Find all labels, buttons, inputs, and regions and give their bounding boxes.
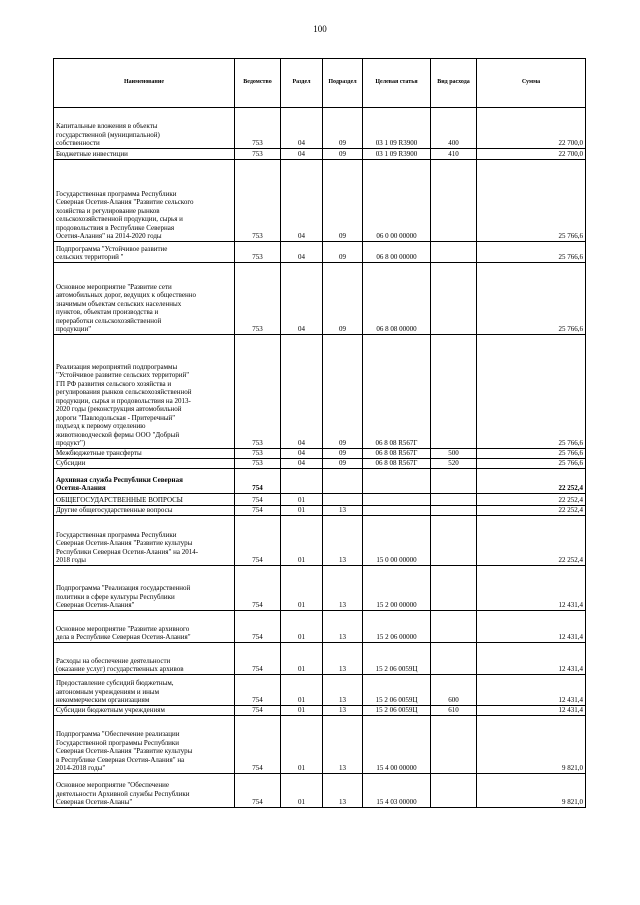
row-target-item-cell bbox=[363, 160, 431, 242]
table-row bbox=[54, 611, 586, 643]
row-expense-type-text: 610 bbox=[448, 706, 459, 715]
row-expense-type-cell bbox=[431, 242, 477, 263]
row-department-text: 754 bbox=[252, 601, 263, 610]
row-section-text: 01 bbox=[298, 496, 305, 505]
table-row bbox=[54, 506, 586, 516]
row-expense-type-cell bbox=[431, 459, 477, 469]
row-target-item-cell bbox=[363, 449, 431, 459]
row-name-cell bbox=[54, 494, 235, 506]
table-row bbox=[54, 459, 586, 469]
row-department-text: 753 bbox=[252, 325, 263, 334]
row-name-cell bbox=[54, 459, 235, 469]
row-target-item-text: 03 1 09 R3900 bbox=[375, 139, 418, 148]
row-subsection-text: 09 bbox=[339, 325, 346, 334]
row-expense-type-cell bbox=[431, 774, 477, 808]
row-expense-type-cell bbox=[431, 516, 477, 566]
header-subsection: Подраздел bbox=[323, 59, 363, 108]
row-expense-type-cell bbox=[431, 469, 477, 494]
row-sum-cell bbox=[477, 566, 586, 611]
row-department-text: 753 bbox=[252, 459, 263, 468]
budget-table bbox=[53, 58, 586, 808]
row-sum-cell bbox=[477, 149, 586, 160]
row-expense-type-cell bbox=[431, 335, 477, 449]
row-department-cell bbox=[235, 643, 281, 675]
row-section-cell bbox=[281, 706, 323, 716]
row-section-cell bbox=[281, 108, 323, 149]
row-section-text: 04 bbox=[298, 459, 305, 468]
row-section-text: 01 bbox=[298, 556, 305, 565]
row-sum-cell bbox=[477, 675, 586, 706]
row-name-cell bbox=[54, 335, 235, 449]
table-row bbox=[54, 335, 586, 449]
row-department-cell bbox=[235, 263, 281, 335]
row-sum-text: 22 252,4 bbox=[558, 484, 583, 493]
row-name-cell bbox=[54, 149, 235, 160]
row-name-text: Подпрограмма "Реализация государственной политики в сфере культуры Республики Северная Осетия-Алания" bbox=[56, 584, 191, 610]
table-row bbox=[54, 774, 586, 808]
row-sum-text: 25 766,6 bbox=[558, 459, 583, 468]
row-department-cell bbox=[235, 706, 281, 716]
header-target-item: Целевая статья bbox=[363, 59, 431, 108]
row-department-text: 753 bbox=[252, 253, 263, 262]
row-target-item-cell bbox=[363, 643, 431, 675]
row-department-cell bbox=[235, 335, 281, 449]
row-section-text: 01 bbox=[298, 764, 305, 773]
row-expense-type-cell bbox=[431, 449, 477, 459]
row-target-item-cell bbox=[363, 611, 431, 643]
row-subsection-text: 13 bbox=[339, 706, 346, 715]
row-section-text: 01 bbox=[298, 665, 305, 674]
row-expense-type-cell bbox=[431, 263, 477, 335]
row-subsection-cell bbox=[323, 335, 363, 449]
row-target-item-cell bbox=[363, 566, 431, 611]
row-sum-text: 25 766,6 bbox=[558, 449, 583, 458]
row-name-cell bbox=[54, 449, 235, 459]
table-row bbox=[54, 706, 586, 716]
row-name-cell bbox=[54, 774, 235, 808]
row-subsection-cell bbox=[323, 160, 363, 242]
row-department-text: 754 bbox=[252, 556, 263, 565]
row-subsection-text: 13 bbox=[339, 798, 346, 807]
header-section: Раздел bbox=[281, 59, 323, 108]
row-expense-type-cell bbox=[431, 506, 477, 516]
row-name-cell bbox=[54, 108, 235, 149]
row-target-item-text: 15 2 06 0059Ц bbox=[375, 706, 418, 715]
row-section-cell bbox=[281, 566, 323, 611]
row-subsection-cell bbox=[323, 242, 363, 263]
row-department-text: 754 bbox=[252, 506, 263, 515]
row-name-text: Подпрограмма "Устойчивое развитие сельских территорий " bbox=[56, 244, 168, 262]
table-row bbox=[54, 160, 586, 242]
row-subsection-cell bbox=[323, 263, 363, 335]
row-target-item-cell bbox=[363, 506, 431, 516]
row-target-item-text: 06 8 08 R567Г bbox=[375, 459, 418, 468]
row-name-cell bbox=[54, 675, 235, 706]
row-sum-cell bbox=[477, 449, 586, 459]
row-department-cell bbox=[235, 516, 281, 566]
row-section-text: 04 bbox=[298, 150, 305, 159]
row-department-text: 754 bbox=[252, 496, 263, 505]
row-subsection-cell bbox=[323, 516, 363, 566]
row-subsection-cell bbox=[323, 643, 363, 675]
table-row bbox=[54, 516, 586, 566]
row-target-item-text: 15 2 00 00000 bbox=[376, 601, 417, 610]
row-target-item-text: 06 8 08 R567Г bbox=[375, 449, 418, 458]
row-name-cell bbox=[54, 469, 235, 494]
row-sum-cell bbox=[477, 459, 586, 469]
row-target-item-text: 15 2 06 0059Ц bbox=[375, 665, 418, 674]
row-expense-type-cell bbox=[431, 611, 477, 643]
row-department-cell bbox=[235, 716, 281, 774]
row-subsection-cell bbox=[323, 459, 363, 469]
row-target-item-cell bbox=[363, 469, 431, 494]
row-target-item-cell bbox=[363, 516, 431, 566]
row-subsection-text: 13 bbox=[339, 696, 346, 705]
row-subsection-text: 13 bbox=[339, 764, 346, 773]
row-department-text: 754 bbox=[252, 665, 263, 674]
row-name-text: Государственная программа Республики Северная Осетия-Алания "Развитие культуры Республики Северная Осетия-Алания" на 2014- 2018 годы bbox=[56, 530, 199, 565]
row-target-item-cell bbox=[363, 335, 431, 449]
row-expense-type-cell bbox=[431, 566, 477, 611]
row-section-cell bbox=[281, 494, 323, 506]
row-department-text: 754 bbox=[252, 706, 263, 715]
row-target-item-text: 15 0 00 00000 bbox=[376, 556, 417, 565]
row-section-cell bbox=[281, 611, 323, 643]
row-section-cell bbox=[281, 242, 323, 263]
row-sum-text: 12 431,4 bbox=[558, 706, 583, 715]
row-target-item-text: 06 8 08 R567Г bbox=[375, 439, 418, 448]
row-department-cell bbox=[235, 506, 281, 516]
header-expense-type: Вид расхода bbox=[431, 59, 477, 108]
row-sum-text: 12 431,4 bbox=[558, 696, 583, 705]
row-sum-text: 22 700,0 bbox=[558, 139, 583, 148]
row-department-cell bbox=[235, 149, 281, 160]
row-name-text: Расходы на обеспечение деятельности (оказание услуг) государственных архивов bbox=[56, 656, 184, 674]
row-section-cell bbox=[281, 774, 323, 808]
table-row bbox=[54, 449, 586, 459]
row-subsection-text: 09 bbox=[339, 253, 346, 262]
row-expense-type-text: 410 bbox=[448, 150, 459, 159]
row-name-cell bbox=[54, 716, 235, 774]
table-row bbox=[54, 242, 586, 263]
row-expense-type-cell bbox=[431, 675, 477, 706]
row-expense-type-cell bbox=[431, 643, 477, 675]
row-target-item-cell bbox=[363, 459, 431, 469]
row-section-cell bbox=[281, 643, 323, 675]
row-subsection-cell bbox=[323, 611, 363, 643]
row-department-cell bbox=[235, 160, 281, 242]
row-name-cell bbox=[54, 516, 235, 566]
table-row bbox=[54, 566, 586, 611]
row-name-text: ОБЩЕГОСУДАРСТВЕННЫЕ ВОПРОСЫ bbox=[56, 496, 183, 505]
row-subsection-cell bbox=[323, 449, 363, 459]
header-name: Наименование bbox=[54, 59, 235, 108]
row-department-text: 753 bbox=[252, 232, 263, 241]
row-target-item-cell bbox=[363, 716, 431, 774]
row-department-text: 754 bbox=[252, 633, 263, 642]
row-name-text: Архивная служба Республики Северная Осетия-Алания bbox=[56, 475, 183, 493]
row-section-text: 01 bbox=[298, 706, 305, 715]
row-section-cell bbox=[281, 149, 323, 160]
row-department-cell bbox=[235, 469, 281, 494]
row-target-item-cell bbox=[363, 149, 431, 160]
row-target-item-cell bbox=[363, 675, 431, 706]
row-sum-text: 9 821,0 bbox=[562, 798, 583, 807]
row-department-text: 754 bbox=[252, 798, 263, 807]
row-target-item-text: 06 8 08 00000 bbox=[376, 325, 417, 334]
row-section-text: 01 bbox=[298, 601, 305, 610]
row-subsection-text: 13 bbox=[339, 665, 346, 674]
row-sum-cell bbox=[477, 611, 586, 643]
header-department: Ведомство bbox=[235, 59, 281, 108]
row-section-text: 01 bbox=[298, 633, 305, 642]
row-sum-cell bbox=[477, 160, 586, 242]
row-department-cell bbox=[235, 242, 281, 263]
row-sum-cell bbox=[477, 716, 586, 774]
table-row bbox=[54, 643, 586, 675]
table-row bbox=[54, 494, 586, 506]
row-section-text: 04 bbox=[298, 439, 305, 448]
row-target-item-cell bbox=[363, 494, 431, 506]
row-subsection-text: 09 bbox=[339, 439, 346, 448]
table-row bbox=[54, 149, 586, 160]
row-department-text: 754 bbox=[252, 696, 263, 705]
row-sum-text: 22 252,4 bbox=[558, 506, 583, 515]
row-department-text: 753 bbox=[252, 150, 263, 159]
row-section-text: 04 bbox=[298, 253, 305, 262]
row-section-cell bbox=[281, 469, 323, 494]
table-row bbox=[54, 675, 586, 706]
row-subsection-cell bbox=[323, 675, 363, 706]
row-department-cell bbox=[235, 449, 281, 459]
row-name-text: Предоставление субсидий бюджетным, автономным учреждениям и иным некоммерческим организациям bbox=[56, 679, 174, 705]
row-department-cell bbox=[235, 611, 281, 643]
row-sum-text: 25 766,6 bbox=[558, 325, 583, 334]
row-department-cell bbox=[235, 494, 281, 506]
row-target-item-text: 15 2 06 00000 bbox=[376, 633, 417, 642]
row-subsection-cell bbox=[323, 108, 363, 149]
row-section-text: 01 bbox=[298, 798, 305, 807]
header-sum: Сумма bbox=[477, 59, 586, 108]
row-subsection-cell bbox=[323, 716, 363, 774]
row-section-cell bbox=[281, 516, 323, 566]
row-sum-cell bbox=[477, 643, 586, 675]
row-section-cell bbox=[281, 506, 323, 516]
row-sum-cell bbox=[477, 263, 586, 335]
row-sum-cell bbox=[477, 706, 586, 716]
row-subsection-text: 13 bbox=[339, 506, 346, 515]
row-name-text: Реализация мероприятий подпрограммы "Устойчивое развитие сельских территорий" ГП РФ развития сельского хозяйства и регулирования рынков сельскохозяйственной продукции, сырья и продовольствия на 2013- 2020 годы (реконструкция автомобильной дороги "Павлодольская - Притеречный" подъезд к первому отделению животноводческой фермы ООО "Добрый продукт") bbox=[56, 362, 192, 448]
table-row bbox=[54, 469, 586, 494]
row-section-cell bbox=[281, 449, 323, 459]
row-section-cell bbox=[281, 716, 323, 774]
row-expense-type-cell bbox=[431, 108, 477, 149]
row-target-item-cell bbox=[363, 242, 431, 263]
row-subsection-cell bbox=[323, 566, 363, 611]
row-section-cell bbox=[281, 263, 323, 335]
row-name-text: Основное мероприятие "Развитие архивного дела в Республике Северная Осетия-Алания" bbox=[56, 624, 191, 642]
row-sum-cell bbox=[477, 516, 586, 566]
row-subsection-text: 09 bbox=[339, 232, 346, 241]
row-sum-cell bbox=[477, 494, 586, 506]
row-target-item-text: 06 0 00 00000 bbox=[376, 232, 417, 241]
row-target-item-text: 03 1 09 R3900 bbox=[375, 150, 418, 159]
row-name-cell bbox=[54, 263, 235, 335]
row-sum-cell bbox=[477, 774, 586, 808]
row-name-text: Субсидии бюджетным учреждениям bbox=[56, 706, 165, 715]
row-subsection-cell bbox=[323, 149, 363, 160]
row-target-item-text: 15 4 03 00000 bbox=[376, 798, 417, 807]
row-department-text: 754 bbox=[252, 484, 263, 493]
row-expense-type-cell bbox=[431, 149, 477, 160]
row-sum-cell bbox=[477, 469, 586, 494]
table-row bbox=[54, 108, 586, 149]
row-subsection-cell bbox=[323, 494, 363, 506]
table-header-row bbox=[54, 59, 586, 108]
row-name-cell bbox=[54, 611, 235, 643]
row-name-cell bbox=[54, 706, 235, 716]
row-department-text: 753 bbox=[252, 439, 263, 448]
row-sum-text: 22 252,4 bbox=[558, 496, 583, 505]
row-sum-text: 25 766,6 bbox=[558, 253, 583, 262]
row-expense-type-cell bbox=[431, 494, 477, 506]
row-name-text: Другие общегосударственные вопросы bbox=[56, 506, 173, 515]
row-department-text: 753 bbox=[252, 449, 263, 458]
row-department-cell bbox=[235, 459, 281, 469]
row-expense-type-text: 400 bbox=[448, 139, 459, 148]
row-name-cell bbox=[54, 506, 235, 516]
row-expense-type-text: 600 bbox=[448, 696, 459, 705]
row-subsection-cell bbox=[323, 774, 363, 808]
row-expense-type-text: 500 bbox=[448, 449, 459, 458]
row-section-text: 04 bbox=[298, 232, 305, 241]
row-sum-text: 9 821,0 bbox=[562, 764, 583, 773]
row-sum-cell bbox=[477, 335, 586, 449]
row-name-text: Капитальные вложения в объекты государственной (муниципальной) собственности bbox=[56, 122, 160, 148]
row-expense-type-text: 520 bbox=[448, 459, 459, 468]
row-name-text: Основное мероприятие "Обеспечение деятельности Архивной службы Республики Северная Осетия-Аланы" bbox=[56, 781, 190, 807]
row-name-cell bbox=[54, 160, 235, 242]
row-sum-cell bbox=[477, 242, 586, 263]
row-department-cell bbox=[235, 774, 281, 808]
row-target-item-cell bbox=[363, 774, 431, 808]
row-target-item-text: 15 4 00 00000 bbox=[376, 764, 417, 773]
row-subsection-text: 09 bbox=[339, 150, 346, 159]
row-sum-text: 12 431,4 bbox=[558, 601, 583, 610]
row-name-text: Бюджетные инвестиции bbox=[56, 150, 128, 159]
row-sum-cell bbox=[477, 506, 586, 516]
row-expense-type-cell bbox=[431, 716, 477, 774]
row-sum-text: 25 766,6 bbox=[558, 232, 583, 241]
row-expense-type-cell bbox=[431, 706, 477, 716]
row-expense-type-cell bbox=[431, 160, 477, 242]
row-section-text: 04 bbox=[298, 139, 305, 148]
row-sum-text: 25 766,6 bbox=[558, 439, 583, 448]
row-target-item-cell bbox=[363, 263, 431, 335]
row-department-text: 754 bbox=[252, 764, 263, 773]
row-name-text: Основное мероприятие "Развитие сети автомобильных дорог, ведущих к общественно значимым объектам сельских населенных пунктов, объектам производства и переработки сельскохозяйственной продукции" bbox=[56, 282, 196, 334]
row-subsection-text: 09 bbox=[339, 139, 346, 148]
row-sum-cell bbox=[477, 108, 586, 149]
row-section-cell bbox=[281, 160, 323, 242]
row-subsection-cell bbox=[323, 469, 363, 494]
table-row bbox=[54, 263, 586, 335]
row-name-cell bbox=[54, 643, 235, 675]
row-section-text: 04 bbox=[298, 325, 305, 334]
row-subsection-text: 13 bbox=[339, 633, 346, 642]
row-subsection-text: 09 bbox=[339, 449, 346, 458]
row-name-cell bbox=[54, 242, 235, 263]
row-department-text: 753 bbox=[252, 139, 263, 148]
row-department-cell bbox=[235, 108, 281, 149]
row-target-item-cell bbox=[363, 706, 431, 716]
row-target-item-text: 06 8 00 00000 bbox=[376, 253, 417, 262]
row-subsection-text: 13 bbox=[339, 601, 346, 610]
row-sum-text: 12 431,4 bbox=[558, 665, 583, 674]
row-sum-text: 12 431,4 bbox=[558, 633, 583, 642]
row-subsection-text: 13 bbox=[339, 556, 346, 565]
row-name-text: Межбюджетные трансферты bbox=[56, 449, 142, 458]
row-section-text: 01 bbox=[298, 696, 305, 705]
row-name-text: Субсидии bbox=[56, 459, 86, 468]
row-subsection-text: 09 bbox=[339, 459, 346, 468]
page-number: 100 bbox=[313, 24, 327, 34]
row-subsection-cell bbox=[323, 506, 363, 516]
table-row bbox=[54, 716, 586, 774]
row-name-text: Государственная программа Республики Северная Осетия-Алания "Развитие сельского хозяйства и регулирование рынков сельскохозяйственной продукции, сырья и продовольствия в Республике Северная Осетия-Алания" на 2014-2020 годы bbox=[56, 189, 194, 241]
row-sum-text: 22 252,4 bbox=[558, 556, 583, 565]
row-target-item-cell bbox=[363, 108, 431, 149]
row-name-text: Подпрограмма "Обеспечение реализации Государственной программы Республики Северная Осетия-Алания "Развитие культуры в Республике Северная Осетия-Алания" на 2014-2018 годы" bbox=[56, 730, 193, 773]
row-section-cell bbox=[281, 459, 323, 469]
row-section-cell bbox=[281, 335, 323, 449]
row-subsection-cell bbox=[323, 706, 363, 716]
row-section-cell bbox=[281, 675, 323, 706]
row-sum-text: 22 700,0 bbox=[558, 150, 583, 159]
row-target-item-text: 15 2 06 0059Ц bbox=[375, 696, 418, 705]
row-department-cell bbox=[235, 675, 281, 706]
row-section-text: 01 bbox=[298, 506, 305, 515]
row-name-cell bbox=[54, 566, 235, 611]
row-department-cell bbox=[235, 566, 281, 611]
row-section-text: 04 bbox=[298, 449, 305, 458]
